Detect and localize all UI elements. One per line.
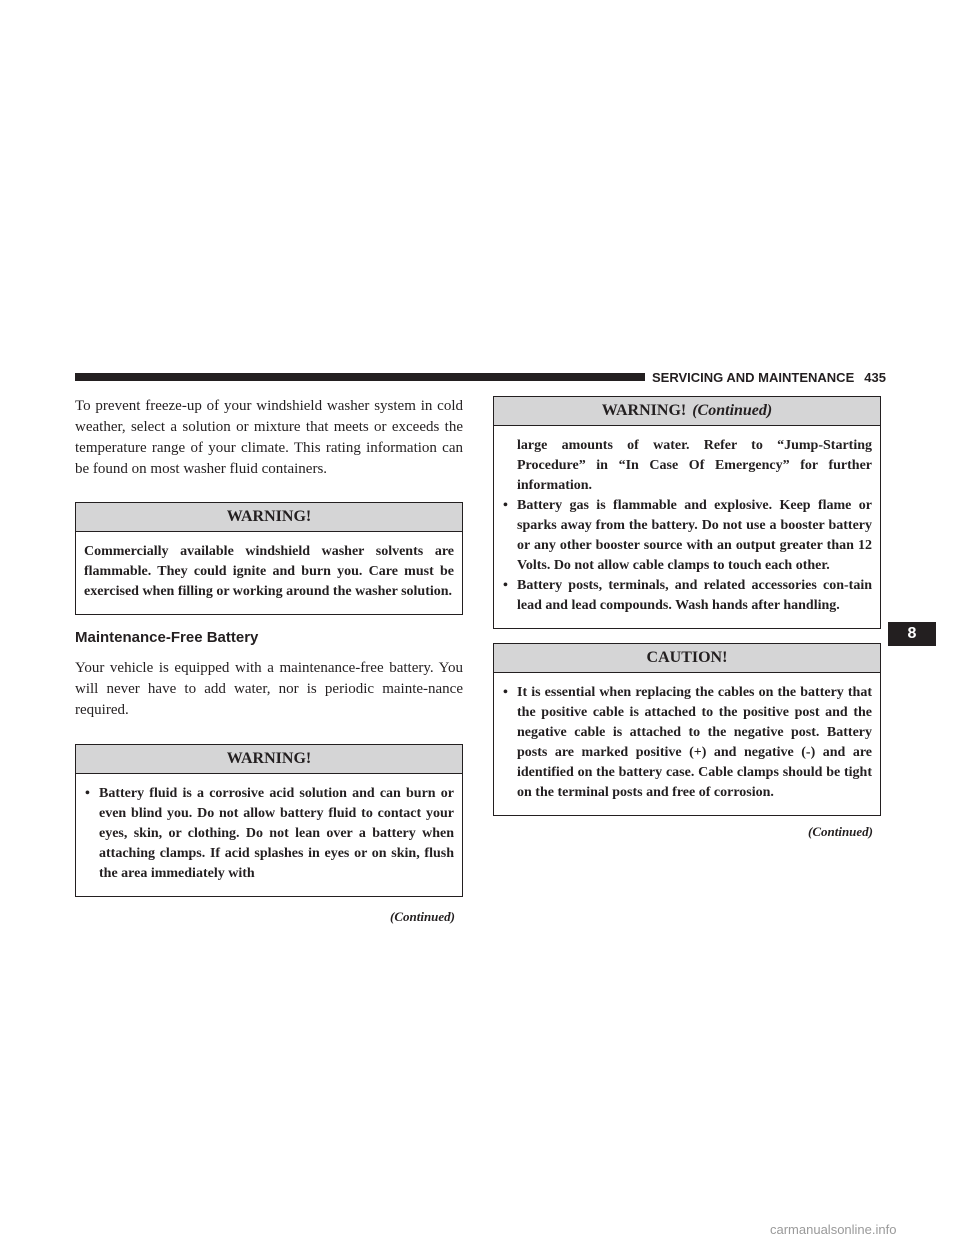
section-title: SERVICING AND MAINTENANCE (652, 370, 855, 385)
section-heading: Maintenance-Free Battery (75, 629, 259, 646)
warning-bullet: • Battery posts, terminals, and related accessories con-tain lead and lead compounds. Wash hands after handling. (502, 576, 872, 616)
warning-lead-text: large amounts of water. Refer to “Jump-Starting Procedure” in “In Case Of Emergency” for further information. (517, 438, 872, 493)
warning-box-washer (75, 502, 463, 615)
caution-box-body (494, 673, 880, 815)
running-header (652, 370, 886, 385)
warning-box-title (494, 397, 880, 426)
chapter-tab: 8 (888, 622, 936, 646)
warning-bullet: • Battery fluid is a corrosive acid solution and can burn or even blind you. Do not allow battery fluid to contact your eyes, skin, or clothing. Do not lean over a battery when attaching clamps. If acid splashes in eyes or on skin, flush the area immediately with (84, 784, 454, 884)
warning-box-battery (75, 744, 463, 897)
warning-box-title: WARNING! (76, 503, 462, 532)
warning-box-continued (493, 396, 881, 629)
warning-box-text: Commercially available windshield washer solvents are flammable. They could ignite and burn you. Care must be exercised when filling or working around the washer solution. (84, 544, 454, 599)
header-rule (75, 373, 645, 381)
watermark: carmanualsonline.info (770, 1222, 897, 1237)
warning-box-body (494, 426, 880, 628)
intro-paragraph: To prevent freeze-up of your windshield washer system in cold weather, select a solution or mixture that meets or exceeds the temperature range of your climate. This rating information can be found on most washer fluid containers. (75, 398, 463, 477)
left-column (75, 396, 463, 925)
caution-bullet: • It is essential when replacing the cables on the battery that the positive cable is attached to the positive post and the negative cable is attached to the negative post. Battery posts are marked positive (+) and negative (-) and are identified on the battery case. Cable clamps should be tight on the terminal posts and free of corrosion. (502, 683, 872, 803)
warning-title: WARNING! (601, 402, 687, 419)
warning-box-body (76, 774, 462, 896)
warning-title-continued: (Continued) (692, 402, 773, 419)
caution-box-title: CAUTION! (494, 644, 880, 673)
continued-label: (Continued) (807, 824, 873, 839)
battery-paragraph: Your vehicle is equipped with a maintenance-free battery. You will never have to add water, nor is periodic mainte-nance required. (75, 660, 463, 718)
page-number: 435 (864, 370, 886, 385)
warning-bullet: • Battery gas is flammable and explosive. Keep flame or sparks away from the battery. Do not use a booster battery or any other booster source with an output greater than 12 Volts. Do not allow cable clamps to touch each other. (502, 496, 872, 576)
caution-box (493, 643, 881, 816)
right-column (493, 396, 881, 840)
continued-label: (Continued) (389, 909, 455, 924)
warning-box-title: WARNING! (76, 745, 462, 774)
